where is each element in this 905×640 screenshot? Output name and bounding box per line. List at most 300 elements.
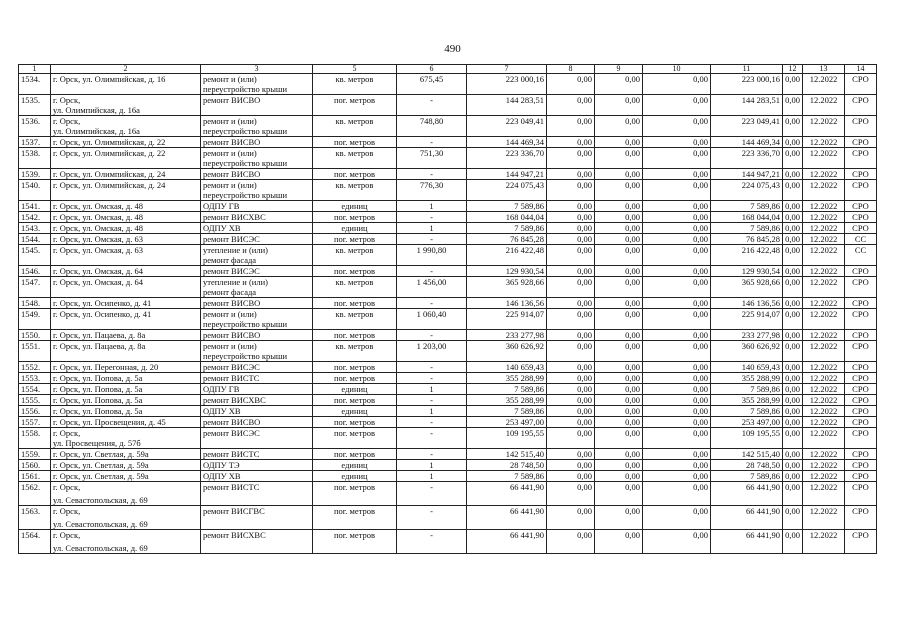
- col9-cell: 0,00: [595, 223, 643, 234]
- address-cell: [51, 449, 201, 460]
- unit-cell: пог. метров: [313, 506, 397, 530]
- col10-cell: 0,00: [643, 169, 711, 180]
- fund-method-cell: СРО: [845, 169, 877, 180]
- address-cell-line: ул. Севастопольская, д. 69: [53, 519, 148, 529]
- table-row: [19, 180, 877, 201]
- row-number: 1539.: [19, 169, 51, 180]
- col9-cell: 0,00: [595, 417, 643, 428]
- address-cell: [51, 95, 201, 116]
- table-row: [19, 245, 877, 266]
- col10-cell: 0,00: [643, 137, 711, 148]
- address-cell-line: г. Орск, ул. Светлая, д. 59а: [53, 471, 149, 481]
- unit-cell: кв. метров: [313, 309, 397, 330]
- col10-cell: 0,00: [643, 330, 711, 341]
- address-cell-line: г. Орск, ул. Попова, д. 5а: [53, 406, 143, 416]
- col12-cell: 0,00: [783, 395, 803, 406]
- table-row: [19, 482, 877, 506]
- unit-cell: единиц: [313, 384, 397, 395]
- table-row: [19, 373, 877, 384]
- col12-cell: 0,00: [783, 482, 803, 506]
- cost-fund-cell: 223 000,16: [711, 74, 783, 95]
- work-type-cell-line: ремонт фасада: [203, 255, 257, 265]
- fund-method-cell: СРО: [845, 530, 877, 554]
- work-type-cell-line: переустройство крыши: [203, 351, 288, 361]
- address-cell-line: г. Орск, ул. Олимпийская, д. 16: [53, 74, 166, 84]
- deadline-cell: 12.2022: [803, 482, 845, 506]
- col10-cell: 0,00: [643, 406, 711, 417]
- work-type-cell: [201, 223, 313, 234]
- col9-cell: 0,00: [595, 266, 643, 277]
- cost-total-cell: 144 469,34: [467, 137, 547, 148]
- address-cell-line: г. Орск, ул. Омская, д. 48: [53, 223, 143, 233]
- address-cell: [51, 266, 201, 277]
- address-cell-line: г. Орск, ул. Омская, д. 63: [53, 234, 143, 244]
- col9-cell: 0,00: [595, 373, 643, 384]
- address-cell: [51, 417, 201, 428]
- address-cell-line: г. Орск, ул. Омская, д. 64: [53, 277, 143, 287]
- deadline-cell: 12.2022: [803, 530, 845, 554]
- work-type-cell-line: ремонт ВИСТС: [203, 449, 260, 459]
- unit-cell: кв. метров: [313, 245, 397, 266]
- col10-cell: 0,00: [643, 212, 711, 223]
- unit-cell: пог. метров: [313, 298, 397, 309]
- unit-cell: пог. метров: [313, 417, 397, 428]
- unit-cell: кв. метров: [313, 277, 397, 298]
- cost-fund-cell: 7 589,86: [711, 406, 783, 417]
- work-type-cell-line: переустройство крыши: [203, 319, 288, 329]
- cost-fund-cell: 365 928,66: [711, 277, 783, 298]
- fund-method-cell: СРО: [845, 471, 877, 482]
- col12-cell: 0,00: [783, 234, 803, 245]
- col9-cell: 0,00: [595, 460, 643, 471]
- row-number: 1536.: [19, 116, 51, 137]
- col12-cell: 0,00: [783, 362, 803, 373]
- row-number: 1553.: [19, 373, 51, 384]
- work-type-cell-line: ремонт и (или): [203, 180, 257, 190]
- work-type-cell: [201, 341, 313, 362]
- deadline-cell: 12.2022: [803, 428, 845, 449]
- col10-cell: 0,00: [643, 471, 711, 482]
- address-cell-line: г. Орск, ул. Олимпийская, д. 24: [53, 169, 166, 179]
- col12-cell: 0,00: [783, 212, 803, 223]
- column-header-6: 6: [397, 65, 467, 74]
- table-row: [19, 223, 877, 234]
- col12-cell: 0,00: [783, 341, 803, 362]
- address-cell-line: г. Орск, ул. Просвещения, д. 45: [53, 417, 166, 427]
- col10-cell: 0,00: [643, 341, 711, 362]
- fund-method-cell: СРО: [845, 74, 877, 95]
- col9-cell: 0,00: [595, 395, 643, 406]
- col10-cell: 0,00: [643, 530, 711, 554]
- volume-cell: -: [397, 417, 467, 428]
- cost-fund-cell: 144 947,21: [711, 169, 783, 180]
- address-cell: [51, 341, 201, 362]
- col8-cell: 0,00: [547, 428, 595, 449]
- address-cell-line: г. Орск, ул. Омская, д. 48: [53, 201, 143, 211]
- row-number: 1559.: [19, 449, 51, 460]
- volume-cell: 1: [397, 201, 467, 212]
- column-header-8: 8: [547, 65, 595, 74]
- unit-cell: пог. метров: [313, 212, 397, 223]
- col10-cell: 0,00: [643, 148, 711, 169]
- row-number: 1563.: [19, 506, 51, 530]
- fund-method-cell: СРО: [845, 309, 877, 330]
- table-row: [19, 384, 877, 395]
- work-type-cell: [201, 298, 313, 309]
- unit-cell: пог. метров: [313, 137, 397, 148]
- col8-cell: 0,00: [547, 460, 595, 471]
- work-type-cell-line: ОДПУ ГВ: [203, 384, 240, 394]
- address-cell: [51, 116, 201, 137]
- header-row: [19, 65, 877, 74]
- col12-cell: 0,00: [783, 223, 803, 234]
- cost-fund-cell: 233 277,98: [711, 330, 783, 341]
- work-type-cell-line: ремонт ВИСТС: [203, 373, 260, 383]
- col12-cell: 0,00: [783, 460, 803, 471]
- work-schedule-table: [18, 64, 877, 554]
- cost-total-cell: 28 748,50: [467, 460, 547, 471]
- work-type-cell: [201, 449, 313, 460]
- address-cell-line: г. Орск, ул. Светлая, д. 59а: [53, 449, 149, 459]
- col12-cell: 0,00: [783, 201, 803, 212]
- fund-method-cell: СРО: [845, 137, 877, 148]
- col9-cell: 0,00: [595, 341, 643, 362]
- row-number: 1556.: [19, 406, 51, 417]
- row-number: 1562.: [19, 482, 51, 506]
- cost-total-cell: 233 277,98: [467, 330, 547, 341]
- address-cell-line: г. Орск, ул. Попова, д. 5а: [53, 395, 143, 405]
- table-row: [19, 309, 877, 330]
- row-number: 1535.: [19, 95, 51, 116]
- work-type-cell: [201, 201, 313, 212]
- deadline-cell: 12.2022: [803, 330, 845, 341]
- fund-method-cell: СРО: [845, 373, 877, 384]
- deadline-cell: 12.2022: [803, 266, 845, 277]
- address-cell-line: г. Орск, ул. Пацаева, д. 8а: [53, 330, 146, 340]
- deadline-cell: 12.2022: [803, 417, 845, 428]
- work-type-cell-line: ремонт ВИСЭС: [203, 362, 260, 372]
- table-row: [19, 395, 877, 406]
- table-row: [19, 406, 877, 417]
- fund-method-cell: СРО: [845, 406, 877, 417]
- work-type-cell: [201, 417, 313, 428]
- col9-cell: 0,00: [595, 428, 643, 449]
- row-number: 1558.: [19, 428, 51, 449]
- work-type-cell: [201, 277, 313, 298]
- cost-fund-cell: 66 441,90: [711, 530, 783, 554]
- cost-total-cell: 109 195,55: [467, 428, 547, 449]
- col8-cell: 0,00: [547, 277, 595, 298]
- row-number: 1545.: [19, 245, 51, 266]
- col9-cell: 0,00: [595, 362, 643, 373]
- row-number: 1549.: [19, 309, 51, 330]
- unit-cell: кв. метров: [313, 74, 397, 95]
- col8-cell: 0,00: [547, 95, 595, 116]
- fund-method-cell: СРО: [845, 266, 877, 277]
- col8-cell: 0,00: [547, 330, 595, 341]
- work-type-cell: [201, 330, 313, 341]
- work-type-cell: [201, 373, 313, 384]
- col9-cell: 0,00: [595, 471, 643, 482]
- column-header-9: 9: [595, 65, 643, 74]
- work-type-cell-line: ОДПУ ГВ: [203, 201, 240, 211]
- table-row: [19, 277, 877, 298]
- col10-cell: 0,00: [643, 277, 711, 298]
- unit-cell: пог. метров: [313, 373, 397, 384]
- unit-cell: пог. метров: [313, 395, 397, 406]
- col10-cell: 0,00: [643, 460, 711, 471]
- cost-fund-cell: 7 589,86: [711, 201, 783, 212]
- work-type-cell-line: переустройство крыши: [203, 158, 288, 168]
- col12-cell: 0,00: [783, 406, 803, 417]
- volume-cell: 751,30: [397, 148, 467, 169]
- address-cell-line: ул. Олимпийская, д. 16а: [53, 105, 140, 115]
- col9-cell: 0,00: [595, 234, 643, 245]
- fund-method-cell: СРО: [845, 362, 877, 373]
- address-cell-line: г. Орск, ул. Омская, д. 48: [53, 212, 143, 222]
- table-row: [19, 201, 877, 212]
- row-number: 1555.: [19, 395, 51, 406]
- col12-cell: 0,00: [783, 330, 803, 341]
- deadline-cell: 12.2022: [803, 74, 845, 95]
- col8-cell: 0,00: [547, 245, 595, 266]
- address-cell: [51, 482, 201, 506]
- table-body: [19, 74, 877, 554]
- cost-fund-cell: 109 195,55: [711, 428, 783, 449]
- col9-cell: 0,00: [595, 95, 643, 116]
- fund-method-cell: СС: [845, 245, 877, 266]
- col12-cell: 0,00: [783, 373, 803, 384]
- cost-total-cell: 224 075,43: [467, 180, 547, 201]
- cost-total-cell: 365 928,66: [467, 277, 547, 298]
- col10-cell: 0,00: [643, 506, 711, 530]
- table-row: [19, 341, 877, 362]
- col12-cell: 0,00: [783, 95, 803, 116]
- deadline-cell: 12.2022: [803, 95, 845, 116]
- col12-cell: 0,00: [783, 471, 803, 482]
- cost-fund-cell: 142 515,40: [711, 449, 783, 460]
- address-cell: [51, 201, 201, 212]
- col9-cell: 0,00: [595, 298, 643, 309]
- work-type-cell-line: ремонт и (или): [203, 341, 257, 351]
- fund-method-cell: СРО: [845, 330, 877, 341]
- col12-cell: 0,00: [783, 137, 803, 148]
- col10-cell: 0,00: [643, 417, 711, 428]
- work-type-cell: [201, 212, 313, 223]
- work-type-cell: [201, 169, 313, 180]
- cost-fund-cell: 223 049,41: [711, 116, 783, 137]
- work-type-cell-line: ремонт ВИСХВС: [203, 530, 266, 540]
- col9-cell: 0,00: [595, 74, 643, 95]
- cost-fund-cell: 355 288,99: [711, 395, 783, 406]
- fund-method-cell: СРО: [845, 482, 877, 506]
- cost-total-cell: 66 441,90: [467, 482, 547, 506]
- col9-cell: 0,00: [595, 180, 643, 201]
- work-type-cell: [201, 428, 313, 449]
- fund-method-cell: СРО: [845, 277, 877, 298]
- column-header-10: 10: [643, 65, 711, 74]
- unit-cell: пог. метров: [313, 362, 397, 373]
- address-cell: [51, 460, 201, 471]
- cost-fund-cell: 28 748,50: [711, 460, 783, 471]
- fund-method-cell: СРО: [845, 506, 877, 530]
- deadline-cell: 12.2022: [803, 373, 845, 384]
- col12-cell: 0,00: [783, 506, 803, 530]
- column-header-1: 1: [19, 65, 51, 74]
- cost-total-cell: 355 288,99: [467, 373, 547, 384]
- col8-cell: 0,00: [547, 506, 595, 530]
- table-row: [19, 471, 877, 482]
- col9-cell: 0,00: [595, 169, 643, 180]
- work-type-cell-line: ремонт ВИСВО: [203, 137, 261, 147]
- work-type-cell: [201, 362, 313, 373]
- work-type-cell-line: ремонт ВИСЭС: [203, 234, 260, 244]
- unit-cell: пог. метров: [313, 234, 397, 245]
- cost-total-cell: 223 000,16: [467, 74, 547, 95]
- col9-cell: 0,00: [595, 309, 643, 330]
- address-cell: [51, 277, 201, 298]
- unit-cell: кв. метров: [313, 148, 397, 169]
- cost-total-cell: 168 044,04: [467, 212, 547, 223]
- col12-cell: 0,00: [783, 449, 803, 460]
- work-type-cell-line: ремонт фасада: [203, 287, 257, 297]
- col10-cell: 0,00: [643, 116, 711, 137]
- fund-method-cell: СРО: [845, 384, 877, 395]
- volume-cell: 748,80: [397, 116, 467, 137]
- col8-cell: 0,00: [547, 309, 595, 330]
- unit-cell: пог. метров: [313, 95, 397, 116]
- deadline-cell: 12.2022: [803, 309, 845, 330]
- address-cell-line: г. Орск,: [53, 482, 81, 492]
- volume-cell: 1: [397, 406, 467, 417]
- cost-fund-cell: 129 930,54: [711, 266, 783, 277]
- work-type-cell-line: переустройство крыши: [203, 190, 288, 200]
- cost-total-cell: 355 288,99: [467, 395, 547, 406]
- volume-cell: 1: [397, 460, 467, 471]
- address-cell: [51, 330, 201, 341]
- cost-total-cell: 360 626,92: [467, 341, 547, 362]
- col12-cell: 0,00: [783, 428, 803, 449]
- work-type-cell-line: переустройство крыши: [203, 84, 288, 94]
- row-number: 1537.: [19, 137, 51, 148]
- col8-cell: 0,00: [547, 212, 595, 223]
- address-cell: [51, 384, 201, 395]
- cost-fund-cell: 7 589,86: [711, 471, 783, 482]
- col10-cell: 0,00: [643, 234, 711, 245]
- unit-cell: пог. метров: [313, 482, 397, 506]
- col8-cell: 0,00: [547, 148, 595, 169]
- cost-total-cell: 7 589,86: [467, 384, 547, 395]
- column-header-12: 12: [783, 65, 803, 74]
- col9-cell: 0,00: [595, 201, 643, 212]
- fund-method-cell: СС: [845, 234, 877, 245]
- table-row: [19, 234, 877, 245]
- work-type-cell: [201, 137, 313, 148]
- col9-cell: 0,00: [595, 506, 643, 530]
- col10-cell: 0,00: [643, 245, 711, 266]
- address-cell: [51, 234, 201, 245]
- deadline-cell: 12.2022: [803, 180, 845, 201]
- address-cell-line: г. Орск, ул. Пацаева, д. 8а: [53, 341, 146, 351]
- fund-method-cell: СРО: [845, 223, 877, 234]
- unit-cell: кв. метров: [313, 116, 397, 137]
- cost-fund-cell: 360 626,92: [711, 341, 783, 362]
- col10-cell: 0,00: [643, 95, 711, 116]
- address-cell: [51, 212, 201, 223]
- work-type-cell-line: ремонт ВИСЭС: [203, 266, 260, 276]
- col8-cell: 0,00: [547, 406, 595, 417]
- column-header-2: 2: [51, 65, 201, 74]
- col8-cell: 0,00: [547, 449, 595, 460]
- table-row: [19, 148, 877, 169]
- work-type-cell-line: утепление и (или): [203, 245, 268, 255]
- cost-total-cell: 140 659,43: [467, 362, 547, 373]
- col8-cell: 0,00: [547, 74, 595, 95]
- row-number: 1544.: [19, 234, 51, 245]
- table-row: [19, 137, 877, 148]
- table-row: [19, 460, 877, 471]
- address-cell: [51, 406, 201, 417]
- col9-cell: 0,00: [595, 116, 643, 137]
- address-cell-line: г. Орск,: [53, 506, 81, 516]
- work-type-cell: [201, 460, 313, 471]
- cost-fund-cell: 253 497,00: [711, 417, 783, 428]
- address-cell: [51, 223, 201, 234]
- col12-cell: 0,00: [783, 169, 803, 180]
- col10-cell: 0,00: [643, 223, 711, 234]
- table-row: [19, 116, 877, 137]
- table-row: [19, 506, 877, 530]
- cost-fund-cell: 7 589,86: [711, 223, 783, 234]
- unit-cell: пог. метров: [313, 428, 397, 449]
- address-cell-line: г. Орск, ул. Осипенко, д. 41: [53, 298, 152, 308]
- row-number: 1546.: [19, 266, 51, 277]
- table-row: [19, 298, 877, 309]
- work-type-cell-line: ремонт и (или): [203, 74, 257, 84]
- deadline-cell: 12.2022: [803, 223, 845, 234]
- col12-cell: 0,00: [783, 148, 803, 169]
- address-cell: [51, 180, 201, 201]
- table-row: [19, 266, 877, 277]
- column-header-11: 11: [711, 65, 783, 74]
- cost-fund-cell: 355 288,99: [711, 373, 783, 384]
- work-type-cell-line: ремонт ВИСГВС: [203, 506, 265, 516]
- col8-cell: 0,00: [547, 266, 595, 277]
- col8-cell: 0,00: [547, 137, 595, 148]
- col10-cell: 0,00: [643, 298, 711, 309]
- work-type-cell: [201, 530, 313, 554]
- fund-method-cell: СРО: [845, 201, 877, 212]
- work-type-cell-line: ремонт ВИСВО: [203, 298, 261, 308]
- table-row: [19, 212, 877, 223]
- deadline-cell: 12.2022: [803, 298, 845, 309]
- deadline-cell: 12.2022: [803, 116, 845, 137]
- address-cell: [51, 395, 201, 406]
- table-row: [19, 530, 877, 554]
- volume-cell: 675,45: [397, 74, 467, 95]
- row-number: 1551.: [19, 341, 51, 362]
- cost-total-cell: 216 422,48: [467, 245, 547, 266]
- cost-fund-cell: 223 336,70: [711, 148, 783, 169]
- deadline-cell: 12.2022: [803, 449, 845, 460]
- col8-cell: 0,00: [547, 116, 595, 137]
- fund-method-cell: СРО: [845, 298, 877, 309]
- row-number: 1548.: [19, 298, 51, 309]
- col12-cell: 0,00: [783, 298, 803, 309]
- work-type-cell: [201, 395, 313, 406]
- address-cell: [51, 471, 201, 482]
- volume-cell: 776,30: [397, 180, 467, 201]
